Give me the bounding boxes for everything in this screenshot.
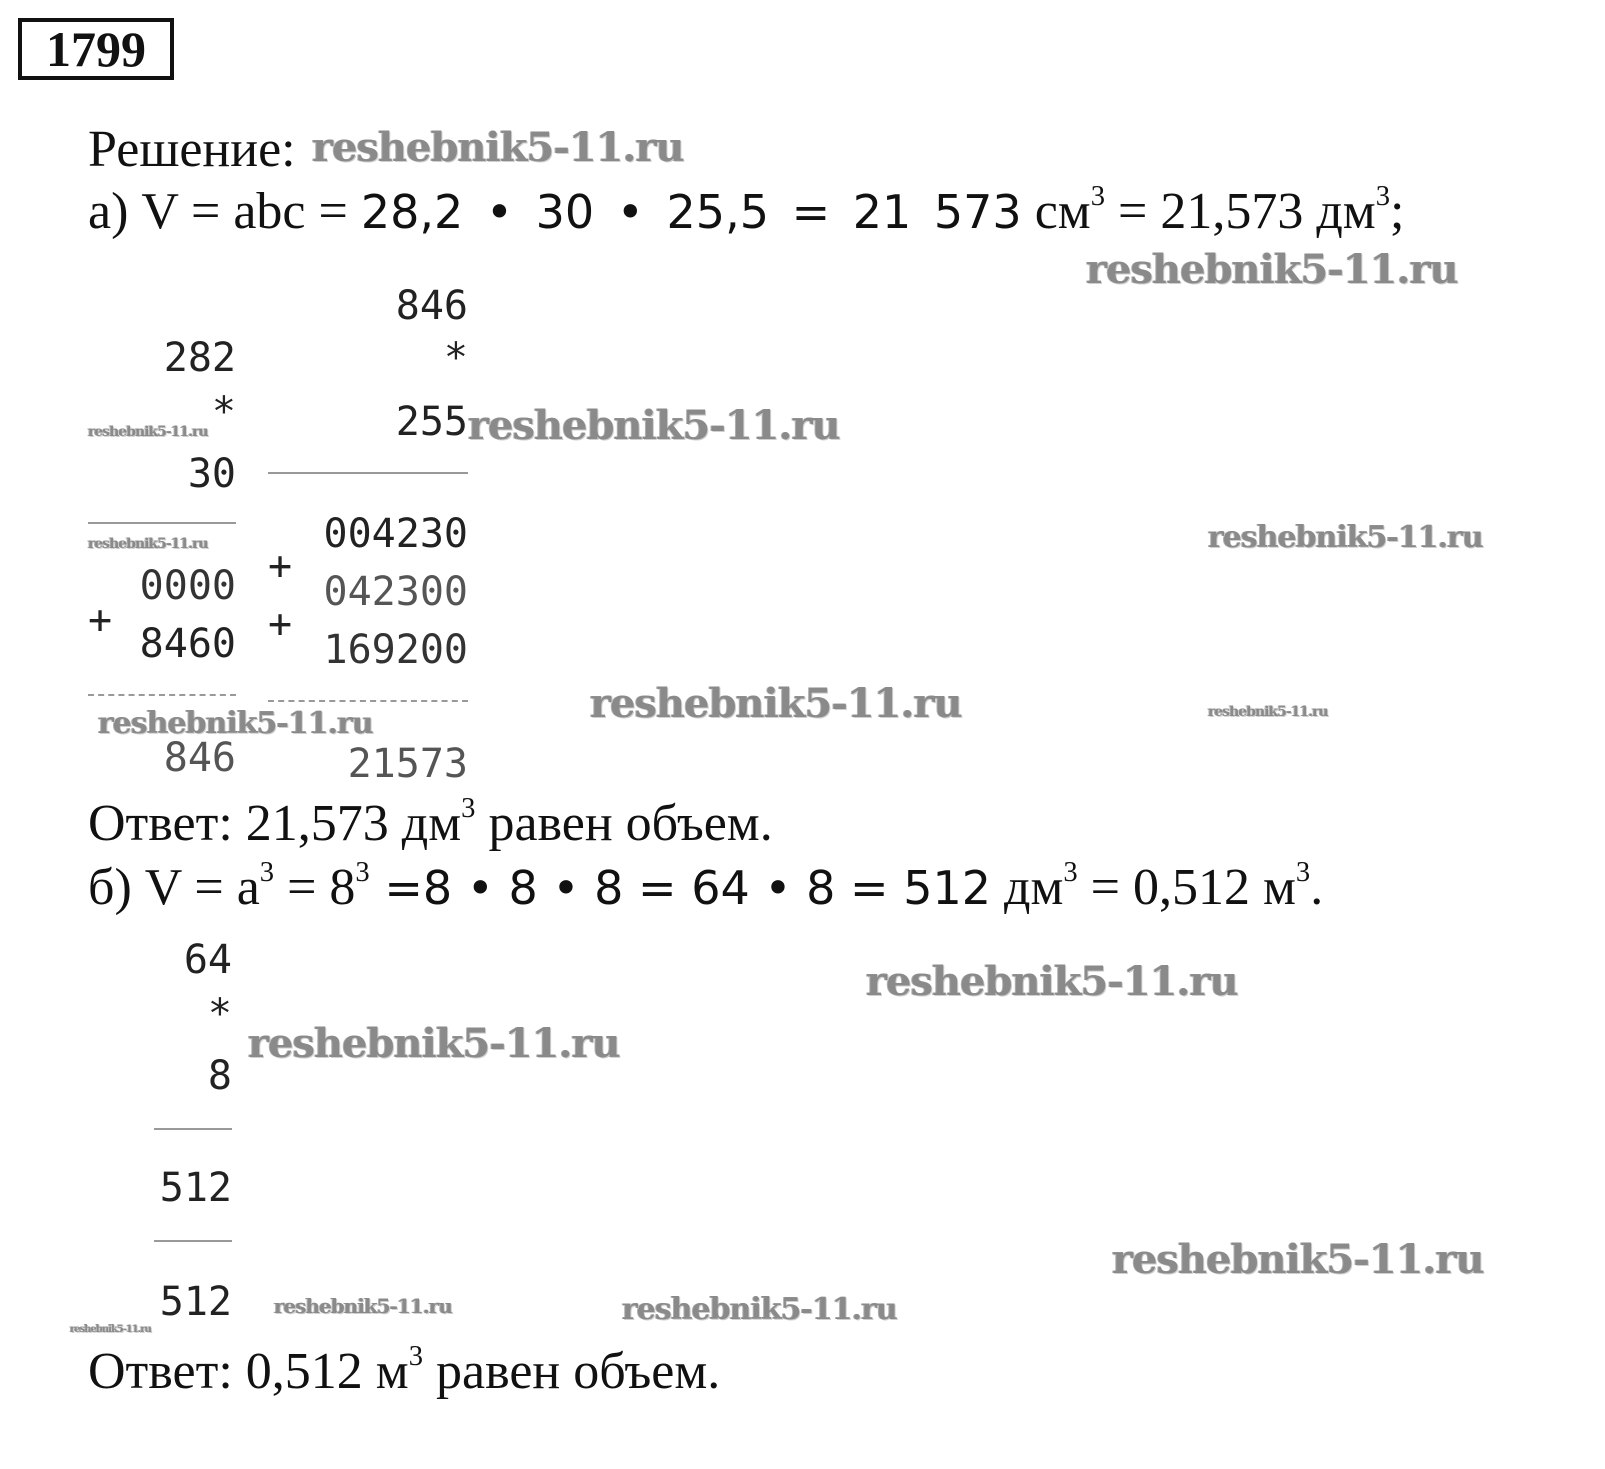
calc1-operator: * (211, 389, 236, 435)
calc-b-factor2: 8 (207, 1053, 232, 1099)
part-b-exp-a: 3 (259, 857, 275, 889)
calc1-plus: + (88, 597, 113, 643)
watermark: reshebnik5-11.ru (1208, 520, 1483, 555)
calc2-rule2 (268, 700, 468, 702)
part-a-prefix: а) V = abc = (88, 183, 361, 240)
answer-b-exp: 3 (408, 1341, 423, 1373)
calc-b-rule1 (154, 1128, 232, 1130)
calc1-rule1 (88, 522, 236, 524)
part-a-exp-cm: 3 (1090, 181, 1105, 213)
calc-b-result: 512 (159, 1279, 232, 1325)
calc-b-partial: 512 (159, 1165, 232, 1211)
calc1-factor2: 30 (187, 451, 236, 497)
part-b-tail: . (1310, 859, 1324, 916)
watermark: reshebnik5-11.ru (590, 680, 962, 727)
calc2-operator: * (443, 335, 468, 381)
part-b-formula (88, 857, 1324, 916)
answer-a-prefix: Ответ: 21,573 дм (88, 795, 462, 852)
calc-b-operator: * (207, 991, 232, 1037)
calc1-factor1: 282 (163, 335, 236, 381)
calc2-factor2: 255 (395, 399, 468, 445)
watermark: reshebnik5-11.ru (312, 124, 684, 171)
problem-number: 1799 (18, 18, 174, 80)
part-a-answer (88, 793, 773, 852)
answer-a-suffix: равен объем. (475, 795, 773, 852)
part-a-expression: 28,2 • 30 • 25,5 = 21 573 (360, 185, 1022, 239)
calc2-plus1: + (268, 543, 293, 589)
calc1-result: 846 (163, 735, 236, 781)
part-b-eq-m: = 0,512 м (1077, 859, 1296, 916)
part-b-exp-m: 3 (1295, 857, 1311, 889)
watermark: reshebnik5-11.ru (88, 424, 208, 440)
watermark: reshebnik5-11.ru (248, 1020, 620, 1067)
part-a-unit-cm: см (1021, 183, 1091, 240)
answer-b-suffix: равен объем. (422, 1343, 721, 1400)
watermark: reshebnik5-11.ru (98, 706, 373, 741)
part-b-unit-dm: дм (991, 859, 1064, 916)
solution-heading: Решение: (88, 121, 296, 178)
calc2-partial1: 004230 (323, 511, 468, 557)
watermark: reshebnik5-11.ru (1112, 1236, 1484, 1283)
part-b-expression: =8 • 8 • 8 = 64 • 8 = 512 (369, 861, 991, 915)
watermark: reshebnik5-11.ru (468, 402, 840, 449)
calc-b-factor1: 64 (183, 937, 232, 983)
watermark: reshebnik5-11.ru (70, 1324, 151, 1335)
part-b-mid: = 8 (274, 859, 356, 916)
part-a-tail: ; (1390, 183, 1405, 240)
calc-b-rule2 (154, 1240, 232, 1242)
part-a-eq-dm: = 21,573 дм (1105, 183, 1376, 240)
part-a-formula (88, 181, 1405, 240)
watermark: reshebnik5-11.ru (1208, 704, 1328, 720)
part-a-exp-dm: 3 (1375, 181, 1390, 213)
part-b-answer (88, 1341, 721, 1400)
calc2-plus2: + (268, 601, 293, 647)
calc2-partial3: 169200 (323, 627, 468, 673)
watermark: reshebnik5-11.ru (274, 1294, 452, 1318)
calc2-rule1 (268, 472, 468, 474)
calc1-partial2: 8460 (139, 621, 236, 667)
calc2-factor1: 846 (395, 283, 468, 329)
calc2-result: 21573 (347, 741, 468, 787)
part-b-prefix: б) V = a (88, 859, 260, 916)
calc1-rule2 (88, 694, 236, 696)
part-b-exp-dm: 3 (1063, 857, 1078, 889)
watermark: reshebnik5-11.ru (622, 1292, 897, 1327)
watermark: reshebnik5-11.ru (1086, 246, 1458, 293)
calc2-partial2: 042300 (323, 569, 468, 615)
watermark: reshebnik5-11.ru (866, 958, 1238, 1005)
watermark: reshebnik5-11.ru (88, 536, 208, 552)
answer-b-prefix: Ответ: 0,512 м (88, 1343, 409, 1400)
answer-a-exp: 3 (461, 793, 476, 825)
part-b-exp-8: 3 (355, 857, 370, 889)
calc1-partial1: 0000 (139, 563, 236, 609)
